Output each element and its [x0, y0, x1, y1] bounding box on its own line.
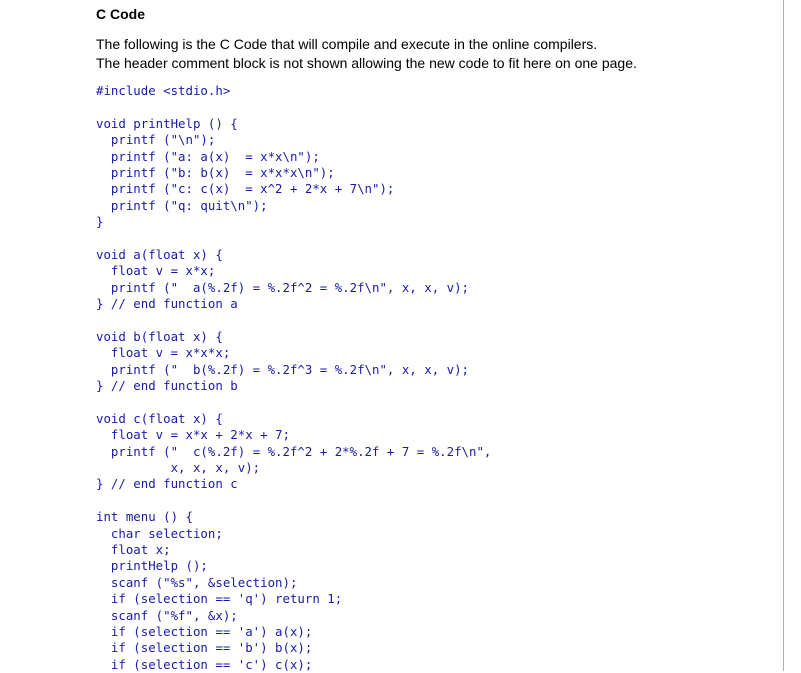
code-line: scanf ("%s", &selection);	[96, 574, 298, 590]
code-line: if (selection == 'c') c(x);	[96, 656, 313, 672]
code-line: } // end function b	[96, 378, 238, 394]
code-line: float v = x*x;	[96, 263, 216, 279]
intro-paragraph	[96, 35, 637, 73]
code-line: scanf ("%f", &x);	[96, 607, 238, 623]
code-line: printf ("a: a(x) = x*x\n");	[96, 148, 320, 164]
code-line: int menu () {	[96, 509, 193, 525]
intro-line: The following is the C Code that will compile and execute in the online compilers.	[96, 36, 598, 52]
code-line: void printHelp () {	[96, 115, 238, 131]
code-line: float x;	[96, 541, 171, 557]
code-line: printf ("q: quit\n");	[96, 197, 268, 213]
code-line: if (selection == 'q') return 1;	[96, 591, 343, 607]
code-line	[96, 493, 491, 509]
code-line: printf (" c(%.2f) = %.2f^2 + 2*%.2f + 7 = %.2f\n",	[96, 443, 492, 459]
code-line: printf ("c: c(x) = x^2 + 2*x + 7\n");	[96, 181, 395, 197]
code-line: float v = x*x*x;	[96, 345, 231, 361]
code-line: }	[96, 214, 104, 230]
intro-line: The header comment block is not shown allowing the new code to fit here on one page.	[96, 55, 637, 71]
code-line: printHelp ();	[96, 558, 208, 574]
code-line	[96, 231, 491, 247]
code-line: printf ("\n");	[96, 132, 216, 148]
code-line: printf (" a(%.2f) = %.2f^2 = %.2f\n", x, x, v);	[96, 279, 469, 295]
code-line: } // end function a	[96, 296, 238, 312]
code-line: printf (" b(%.2f) = %.2f^3 = %.2f\n", x, x, v);	[96, 361, 469, 377]
code-line: void c(float x) {	[96, 410, 223, 426]
code-line: #include <stdio.h>	[96, 83, 231, 98]
code-line: char selection;	[96, 525, 223, 541]
code-line	[96, 312, 491, 328]
code-line	[96, 99, 491, 115]
code-line: float v = x*x + 2*x + 7;	[96, 427, 290, 443]
section-heading: C Code	[96, 6, 145, 22]
code-line: printf ("b: b(x) = x*x*x\n");	[96, 164, 335, 180]
code-line: void b(float x) {	[96, 328, 223, 344]
code-line: } // end function c	[96, 476, 238, 492]
code-line: void a(float x) {	[96, 246, 223, 262]
code-line: if (selection == 'b') b(x);	[96, 640, 313, 656]
code-line	[96, 394, 491, 410]
code-line: x, x, x, v);	[96, 459, 261, 475]
page-edge-divider	[783, 0, 784, 671]
code-line: if (selection == 'a') a(x);	[96, 623, 313, 639]
code-listing	[96, 83, 491, 673]
